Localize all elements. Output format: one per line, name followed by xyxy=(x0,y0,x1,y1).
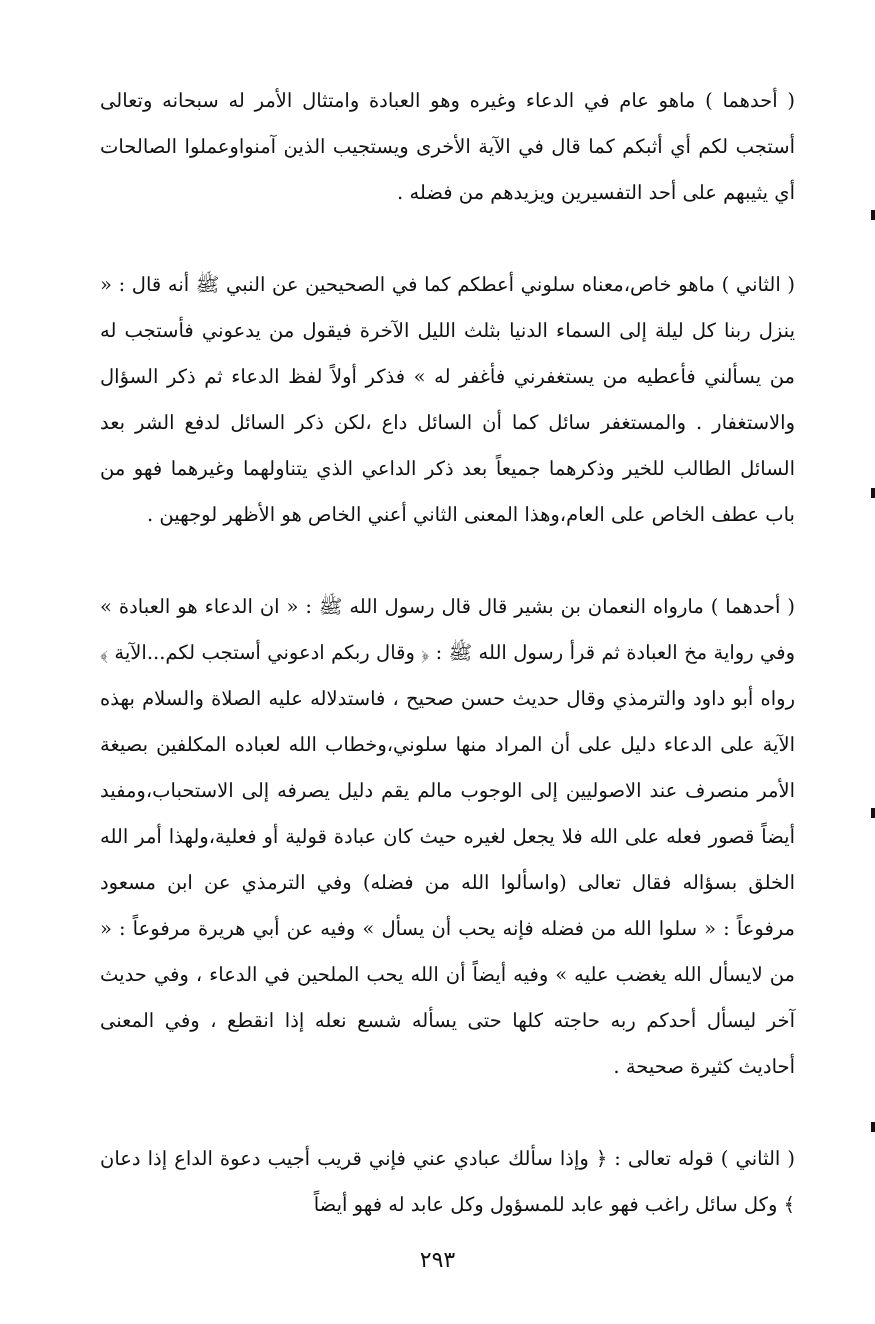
paragraph-second: ( الثاني ) ماهو خاص،معناه سلوني أعطكم كما في الصحيحين عن النبي ﷺ أنه قال : « ينزل ربنا كل ليلة إلى السماء الدنيا بثلث الليل الآخرة فيقول من يدعوني فأستجب له من يسألني فأعطيه من يستغفرني فأغفر له » فذكر أولاً لفظ الدعاء ثم ذكر السؤال والاستغفار . والمستغفر سائل كما أن السائل داع ،لكن ذكر السائل لدفع الشر بعد السائل الطالب للخير وذكرهما جميعاً بعد ذكر الداعي الذي يتناولهما وغيرهما فهو من باب عطف الخاص على العام،وهذا المعنى الثاني أعني الخاص هو الأظهر لوجهين . xyxy=(100,273,795,526)
page-body xyxy=(100,78,795,1258)
margin-mark-1 xyxy=(871,210,875,220)
paragraph-first-one: ( أحدهما ) ماهو عام في الدعاء وغيره وهو العبادة وامتثال الأمر له سبحانه وتعالى أستجب لكم أي أثبكم كما قال في الآية الأخرى ويستجيب الذين آمنواوعملوا الصالحات أي يثيبهم على أحد التفسيرين ويزيدهم من فضله . xyxy=(100,89,795,204)
page-number: ٢٩٣ xyxy=(419,1248,456,1273)
paragraph-first-reason: ( أحدهما ) مارواه النعمان بن بشير قال قال رسول الله ﷺ : « ان الدعاء هو العبادة » وفي رواية مخ العبادة ثم قرأ رسول الله ﷺ : ﴿ وقال ربكم ادعوني أستجب لكم...الآية ﴾ رواه أبو داود والترمذي وقال حديث حسن صحيح ، فاستدلاله عليه الصلاة والسلام بهذه الآية على الدعاء دليل على أن المراد منها سلوني،وخطاب الله لعباده المكلفين بصيغة الأمر منصرف عند الاصوليين إلى الوجوب مالم يقم دليل يصرفه إلى الاستحباب،ومفيد أيضاً قصور فعله على الله فلا يجعل لغيره حيث كان عبادة قولية أو فعلية،ولهذا أمر الله الخلق بسؤاله فقال تعالى (واسألوا الله من فضله) وفي الترمذي عن ابن مسعود مرفوعاً : « سلوا الله من فضله فإنه يحب أن يسأل » وفيه عن أبي هريرة مرفوعاً : « من لايسأل الله يغضب عليه » وفيه أيضاً أن الله يحب الملحين في الدعاء ، وفي حديث آخر ليسأل أحدكم ربه حاجته كلها حتى يسأله شسع نعله إذا انقطع ، وفي المعنى أحاديث كثيرة صحيحة . xyxy=(100,595,795,1078)
margin-mark-2 xyxy=(871,488,875,498)
margin-mark-4 xyxy=(871,1122,875,1132)
paragraph-second-reason: ( الثاني ) قوله تعالى : ﴿ وإذا سألك عبادي عني فإني قريب أجيب دعوة الداع إذا دعان ﴾ وكل سائل راغب فهو عابد للمسؤول وكل عابد له فهو أيضاً xyxy=(100,1147,795,1216)
margin-mark-3 xyxy=(871,808,875,818)
